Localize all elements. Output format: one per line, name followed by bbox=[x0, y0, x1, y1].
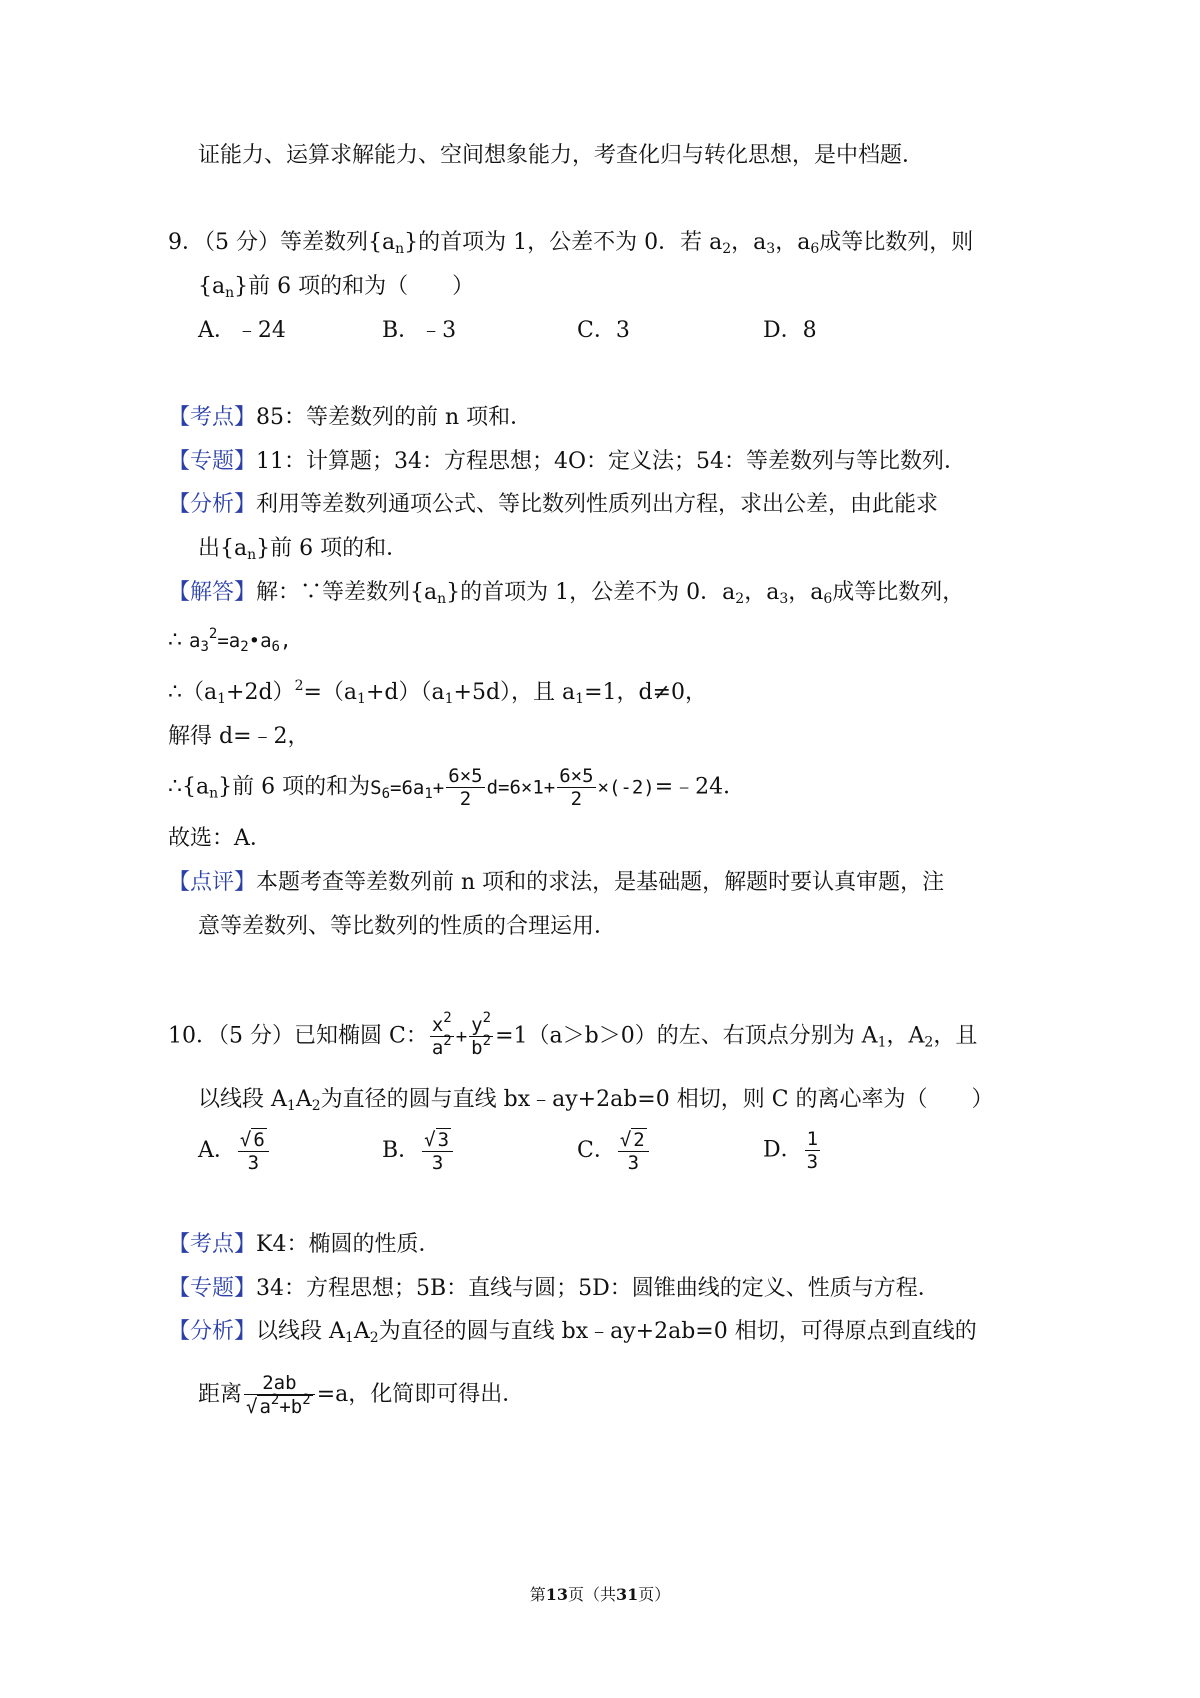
fraction-1-over-3: $\frac{1}{3}$ bbox=[806, 1128, 819, 1173]
zhuanti-tag-10: 【专题】 bbox=[168, 1276, 257, 1301]
q9-fenxi-line2: 出$\{a_n\}$前 6 项的和． bbox=[198, 536, 409, 563]
q9-stem-line2: $\{a_n\}$前 6 项的和为（ ） bbox=[198, 274, 475, 301]
q10-fenxi-line2: 距离 $\frac{2ab}{√ a^2+b^2}$ =a，化简即可得出． bbox=[198, 1372, 525, 1418]
fraction-y2-over-b2: $\frac{y^2}{b^2}$ bbox=[471, 1010, 492, 1059]
formula-image-a3sq: $a_3^2=a_2•a_6$, bbox=[189, 626, 292, 655]
q9-kaodian: 【考点】85：等差数列的前 n 项和． bbox=[168, 405, 533, 430]
fraction-sqrt2-over-3: $\frac{√ 2}{3}$ bbox=[618, 1128, 649, 1174]
q10-stem-line2: 以线段 $A_1A_2$为直径的圆与直线 bx﹣ay+2ab=0 相切，则 C 的离心率为（ ） bbox=[198, 1087, 994, 1114]
q9-dianping-line1: 【点评】本题考查等差数列前 n 项和的求法，是基础题，解题时要认真审题，注 bbox=[168, 870, 945, 895]
q9-option-b: B．﹣3 bbox=[382, 318, 457, 343]
page-footer: 第13页（共31页） bbox=[529, 1585, 671, 1604]
q9-jieda-line3: $\therefore(a_1+2d)^2=(a_1+d)(a_1+5d)$，且 $a_1=1$，d≠0， bbox=[168, 678, 708, 707]
q9-option-a: A．﹣24 bbox=[198, 318, 286, 343]
q9-stem-line1: 9．（5 分）等差数列$\{a_n\}$的首项为 1，公差不为 0．若 $a_2$，$a_3$，$a_6$成等比数列，则 bbox=[168, 230, 974, 257]
fenxi-tag-10: 【分析】 bbox=[168, 1319, 257, 1344]
page-number: 13 bbox=[545, 1585, 568, 1604]
kaodian-tag: 【考点】 bbox=[168, 405, 257, 430]
fraction-sqrt3-over-3: $\frac{√ 3}{3}$ bbox=[422, 1128, 453, 1174]
q9-jieda-line6: 故选：A． bbox=[168, 826, 272, 851]
q9-option-c: C．3 bbox=[577, 318, 630, 343]
fraction-6x5-over-2-b: $\frac{6\times 5}{2}$ bbox=[559, 765, 594, 810]
q10-option-b: B． $\frac{√ 3}{3}$ bbox=[382, 1128, 455, 1174]
q9-number: 9．（5 分） bbox=[168, 230, 280, 255]
fraction-x2-over-a2: $\frac{x^2}{a^2}$ bbox=[431, 1010, 452, 1059]
q10-zhuanti: 【专题】34：方程思想；5B：直线与圆；5D：圆锥曲线的定义、性质与方程． bbox=[168, 1276, 940, 1301]
q9-fenxi-line1: 【分析】利用等差数列通项公式、等比数列性质列出方程，求出公差，由此能求 bbox=[168, 492, 939, 517]
q10-kaodian: 【考点】K4：椭圆的性质． bbox=[168, 1232, 441, 1257]
q9-jieda-line4: 解得 d=﹣2， bbox=[168, 724, 310, 749]
formula-image-s6: $S_6=6a_1+$ bbox=[370, 776, 445, 802]
page-total: 31 bbox=[616, 1585, 639, 1604]
q10-option-a: A． $\frac{√ 6}{3}$ bbox=[198, 1128, 271, 1174]
kaodian-tag-10: 【考点】 bbox=[168, 1232, 257, 1257]
q9-jieda-line2: ∴ $a_3^2=a_2•a_6$, bbox=[168, 626, 292, 655]
q10-stem-line1: 10．（5 分）已知椭圆 C： $\frac{x^2}{a^2}$ + $\frac{y^2}{b^2}$ =1（a＞b＞0）的左、右顶点分别为 $A_1$，$A_2$，且 bbox=[168, 1010, 978, 1059]
fraction-6x5-over-2: $\frac{6\times 5}{2}$ bbox=[448, 765, 483, 810]
dianping-tag: 【点评】 bbox=[168, 870, 257, 895]
q9-jieda-line5: $\therefore\{a_n\}$前 6 项的和为$S_6=6a_1+$ $\frac{6\times 5}{2}$ d=6×1+ $\frac{6\times 5}{2}$ ×(-2)=﹣24． bbox=[168, 765, 746, 810]
q9-dianping-line2: 意等差数列、等比数列的性质的合理运用． bbox=[198, 914, 617, 939]
q10-option-d: D． $\frac{1}{3}$ bbox=[763, 1128, 819, 1173]
q10-number: 10．（5 分） bbox=[168, 1023, 294, 1049]
fraction-2ab-over-sqrt: $\frac{2ab}{√ a^2+b^2}$ bbox=[244, 1372, 315, 1418]
jieda-tag: 【解答】 bbox=[168, 580, 257, 605]
q9-zhuanti: 【专题】11：计算题；34：方程思想；4O：定义法；54：等差数列与等比数列． bbox=[168, 449, 967, 474]
q10-option-c: C． $\frac{√ 2}{3}$ bbox=[577, 1128, 651, 1174]
q9-jieda-line1: 【解答】解：∵等差数列$\{a_n\}$的首项为 1，公差不为 0．$a_2$，$a_3$，$a_6$成等比数列， bbox=[168, 580, 965, 607]
fraction-sqrt6-over-3: $\frac{√ 6}{3}$ bbox=[238, 1128, 269, 1174]
zhuanti-tag: 【专题】 bbox=[168, 449, 257, 474]
q10-fenxi-line1: 【分析】以线段 $A_1A_2$为直径的圆与直线 bx﹣ay+2ab=0 相切，可得原点到直线的 bbox=[168, 1319, 977, 1346]
fenxi-tag: 【分析】 bbox=[168, 492, 257, 517]
intro-line: 证能力、运算求解能力、空间想象能力，考查化归与转化思想，是中档题． bbox=[198, 143, 925, 168]
q9-option-d: D．8 bbox=[763, 318, 817, 343]
